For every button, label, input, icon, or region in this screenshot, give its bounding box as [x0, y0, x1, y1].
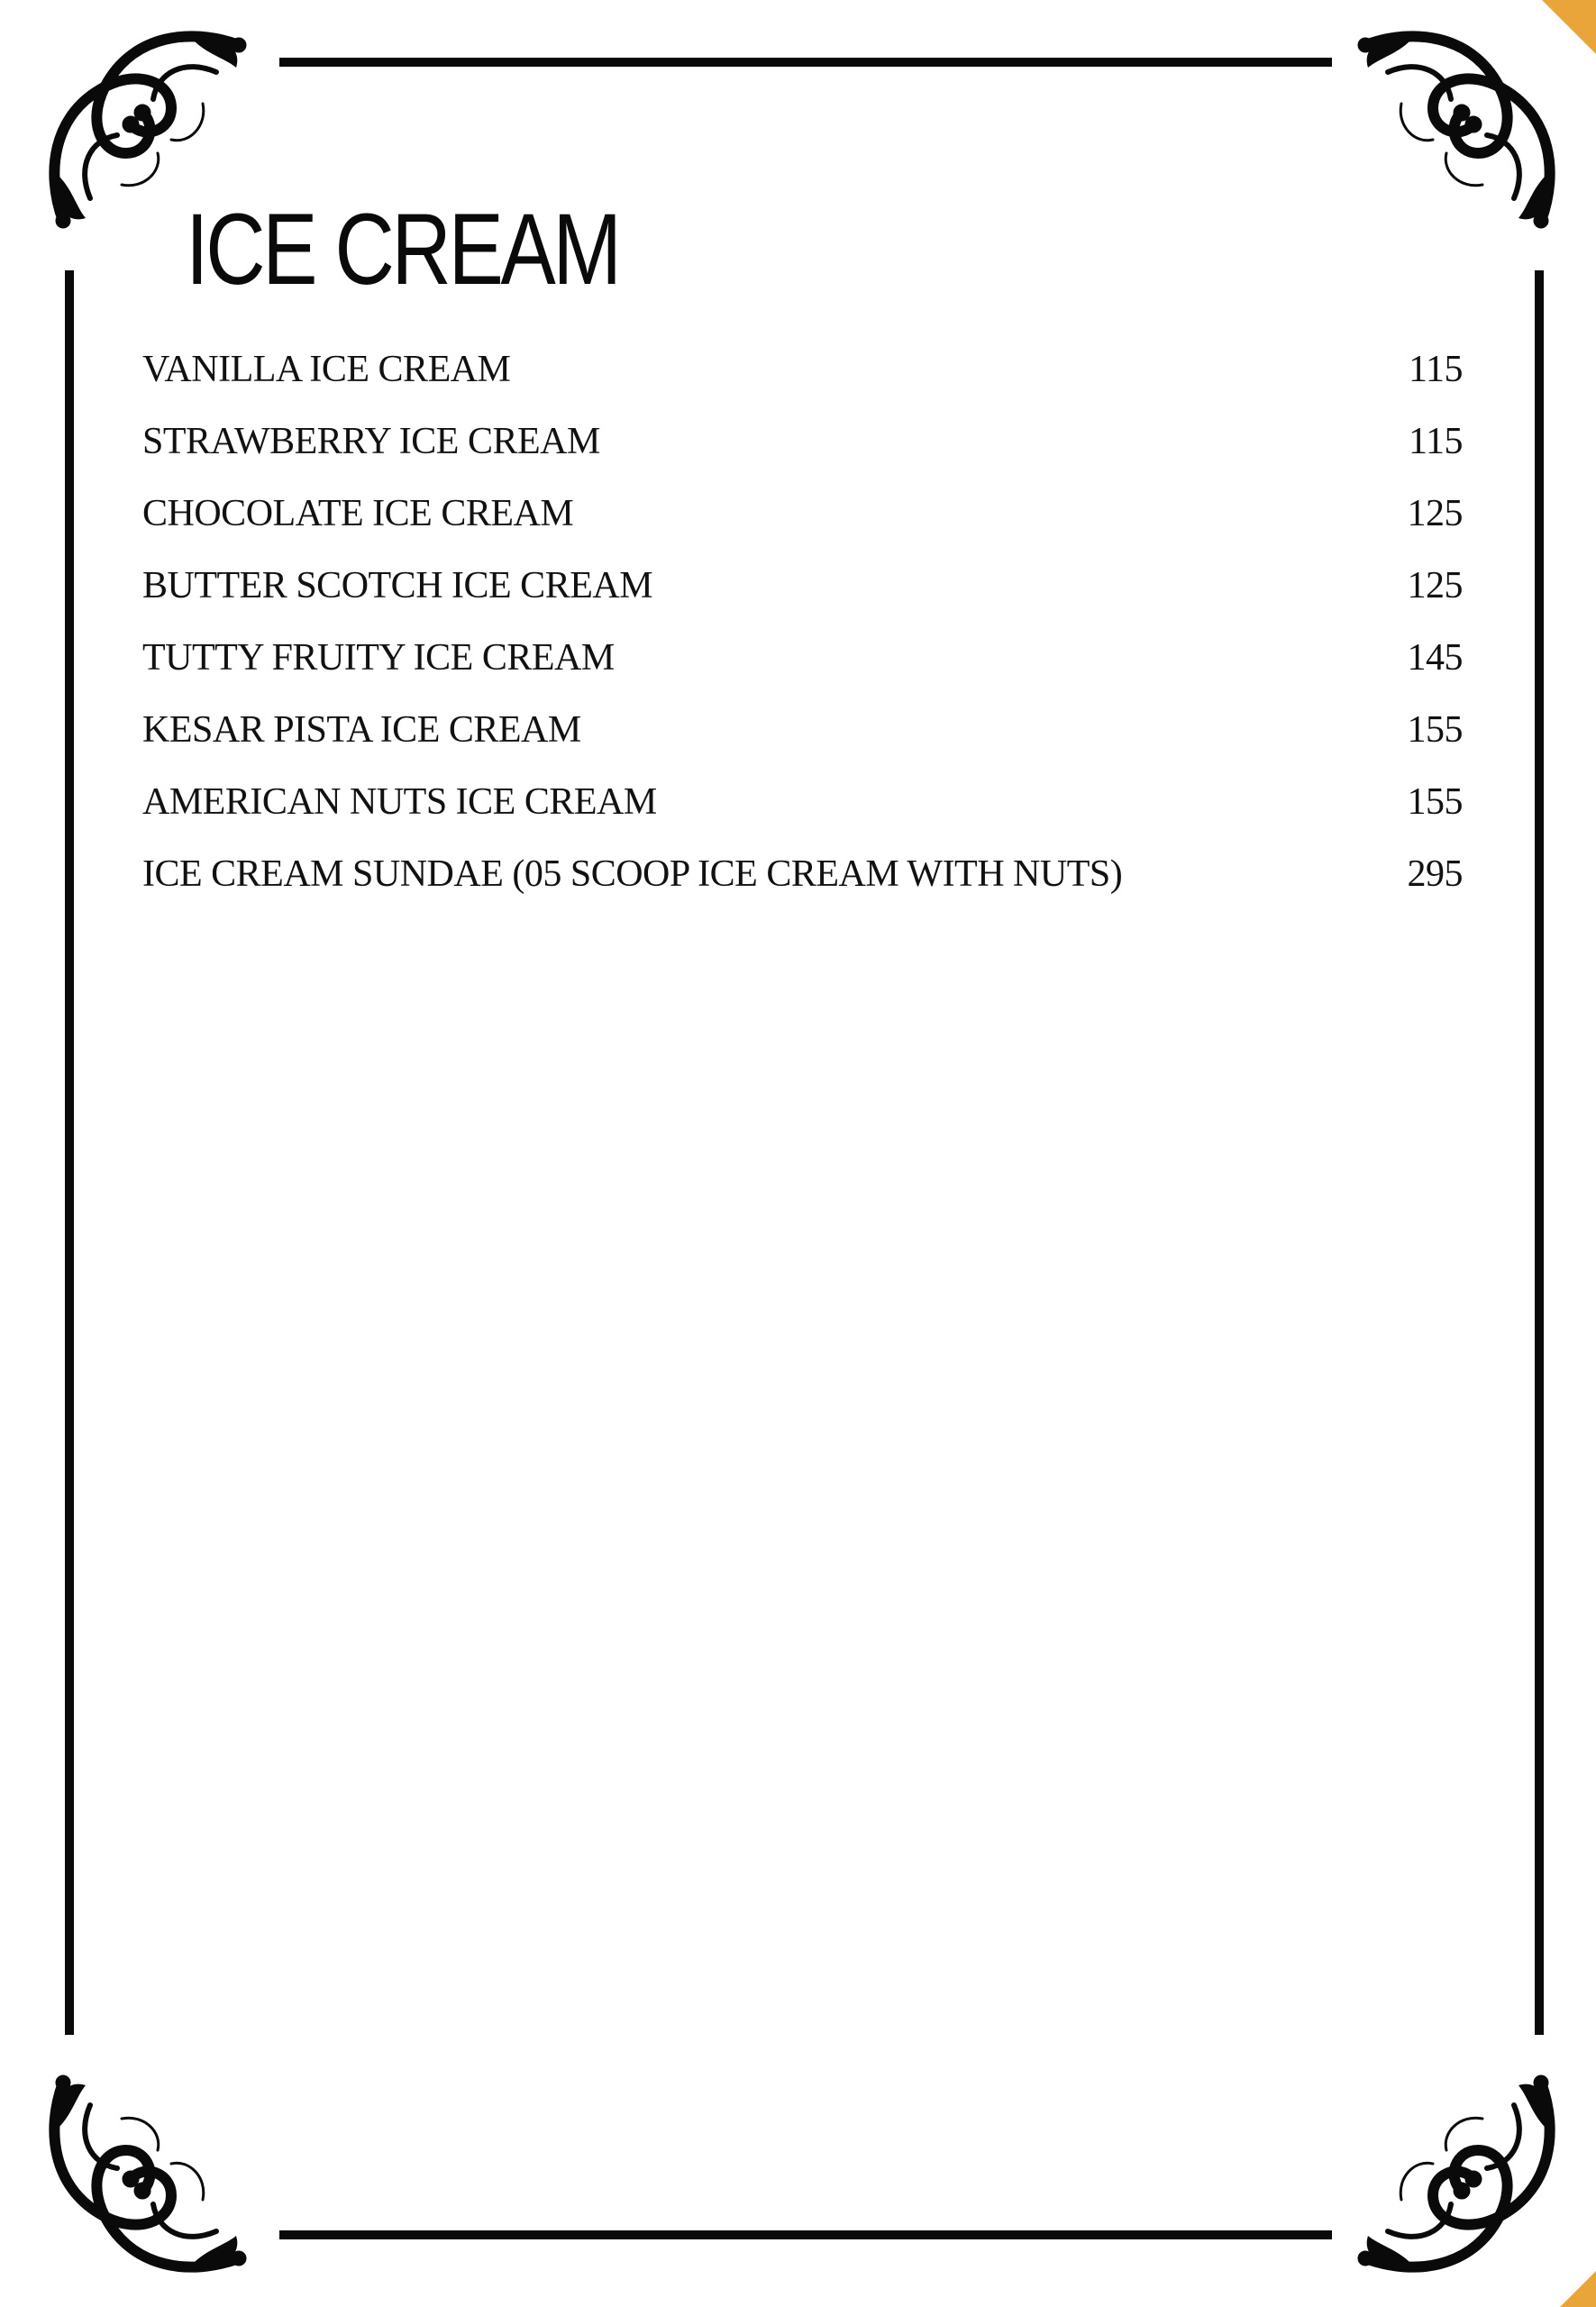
item-name: CHOCOLATE ICE CREAM: [142, 493, 574, 534]
page-title: ICE CREAM: [186, 193, 619, 305]
menu-list: [142, 342, 1463, 919]
list-item: [142, 342, 1463, 415]
item-price: 145: [1407, 637, 1463, 679]
frame-bottom-line: [279, 2230, 1332, 2239]
item-name: KESAR PISTA ICE CREAM: [142, 709, 581, 751]
item-name: BUTTER SCOTCH ICE CREAM: [142, 565, 653, 606]
item-price: 125: [1407, 493, 1463, 534]
item-price: 155: [1407, 781, 1463, 823]
item-price: 125: [1407, 565, 1463, 606]
frame-top-line: [279, 58, 1332, 67]
list-item: [142, 415, 1463, 487]
item-price: 155: [1407, 709, 1463, 751]
item-name: STRAWBERRY ICE CREAM: [142, 421, 600, 462]
item-name: ICE CREAM SUNDAE (05 SCOOP ICE CREAM WITH NUTS): [142, 853, 1123, 895]
corner-ornament-icon: [1352, 2069, 1568, 2285]
list-item: [142, 559, 1463, 631]
item-price: 115: [1409, 421, 1463, 462]
list-item: [142, 487, 1463, 559]
list-item: [142, 847, 1463, 919]
list-item: [142, 631, 1463, 703]
item-price: 295: [1407, 853, 1463, 895]
frame-right-line: [1535, 270, 1544, 2035]
corner-ornament-icon: [36, 2069, 252, 2285]
item-name: TUTTY FRUITY ICE CREAM: [142, 637, 615, 679]
corner-ornament-icon: [1352, 18, 1568, 234]
item-name: AMERICAN NUTS ICE CREAM: [142, 781, 657, 823]
list-item: [142, 775, 1463, 847]
item-price: 115: [1409, 349, 1463, 390]
frame-left-line: [65, 270, 74, 2035]
list-item: [142, 703, 1463, 775]
item-name: VANILLA ICE CREAM: [142, 349, 511, 390]
